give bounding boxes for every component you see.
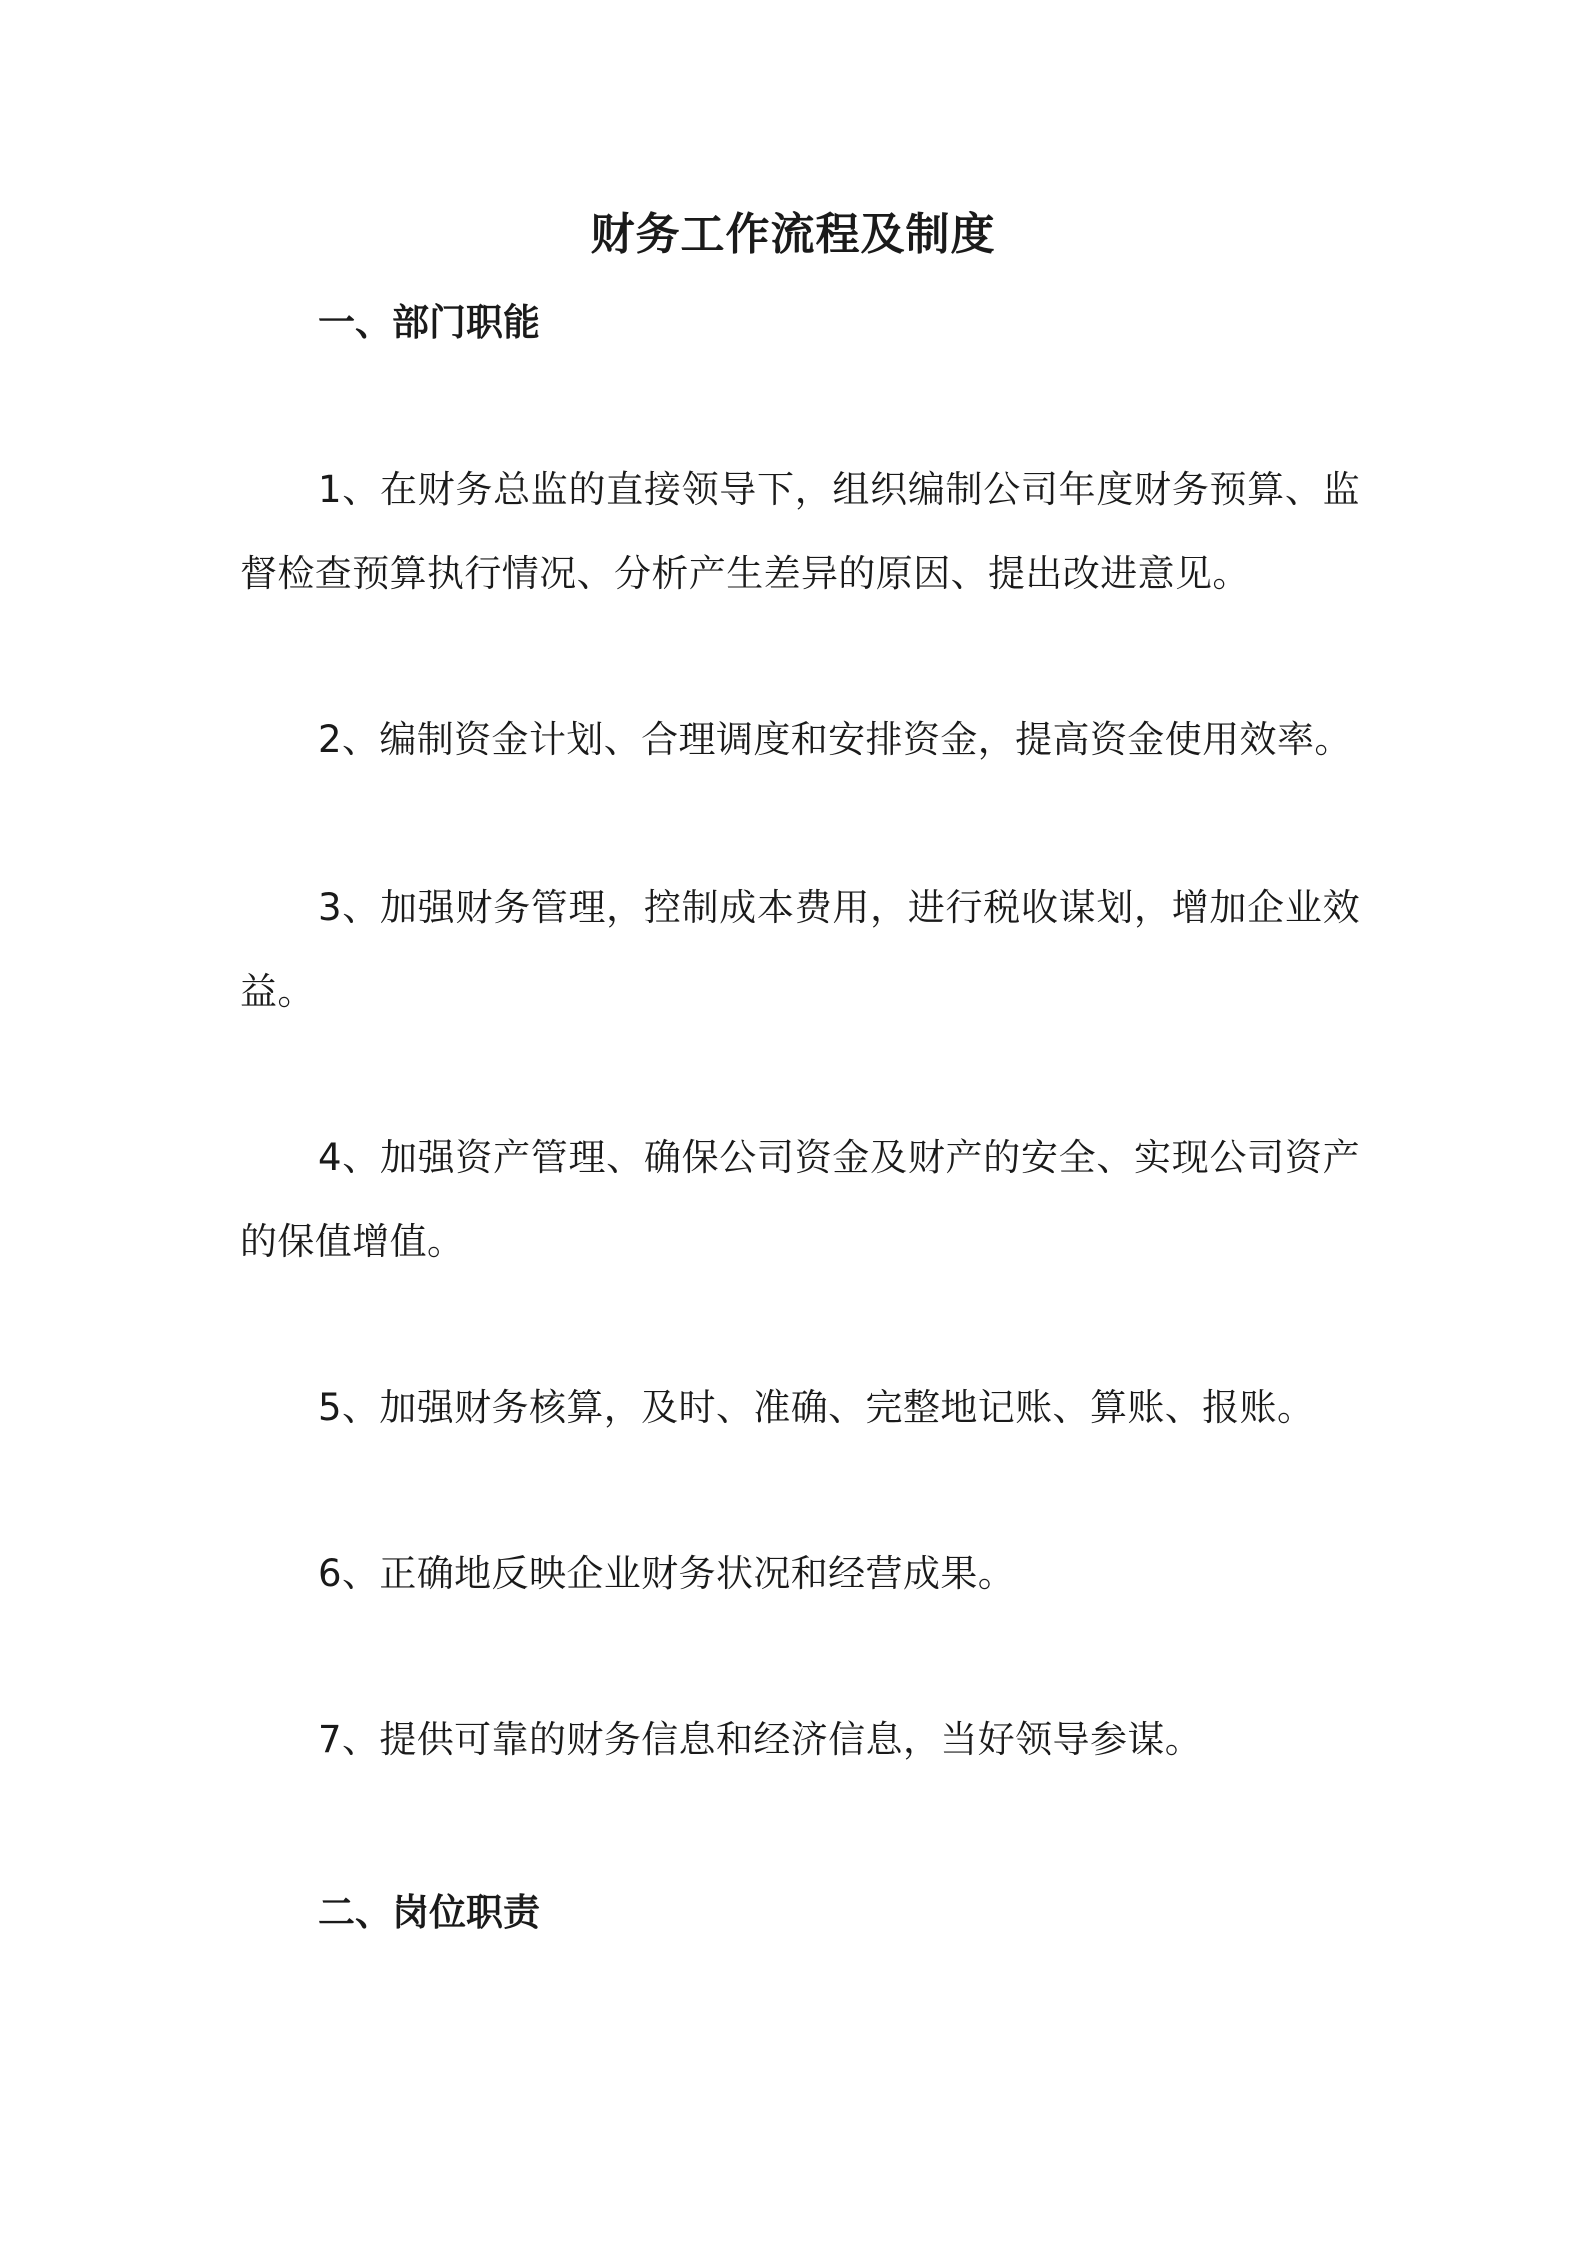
document-title: 财务工作流程及制度: [590, 209, 996, 260]
section-heading-job-responsibilities: 二、岗位职责: [318, 1891, 540, 1934]
paragraph-item-7: 7、提供可靠的财务信息和经济信息，当好领导参谋。: [318, 1718, 1203, 1761]
paragraph-item-1: 1、在财务总监的直接领导下，组织编制公司年度财务预算、监督检查预算执行情况、分析产生差异的原因、提出改进意见。: [240, 468, 1360, 595]
paragraph-item-4: 4、加强资产管理、确保公司资金及财产的安全、实现公司资产的保值增值。: [240, 1136, 1360, 1263]
section-heading-department-functions: 一、部门职能: [318, 301, 540, 344]
paragraph-item-6: 6、正确地反映企业财务状况和经营成果。: [318, 1552, 1016, 1595]
paragraph-item-3: 3、加强财务管理，控制成本费用，进行税收谋划，增加企业效益。: [240, 886, 1360, 1013]
paragraph-item-2: 2、编制资金计划、合理调度和安排资金，提高资金使用效率。: [318, 718, 1352, 761]
paragraph-item-5: 5、加强财务核算，及时、准确、完整地记账、算账、报账。: [318, 1386, 1315, 1429]
